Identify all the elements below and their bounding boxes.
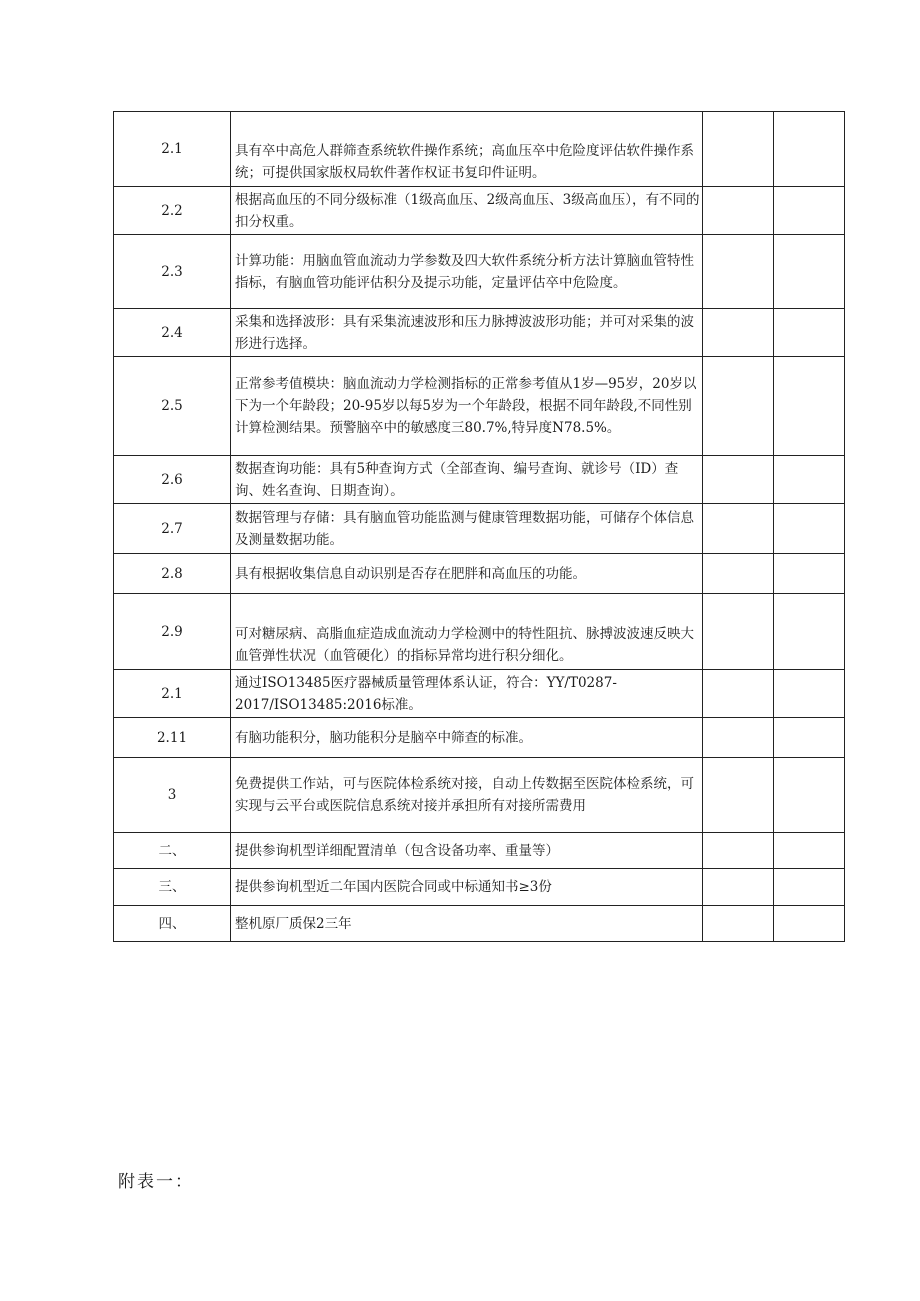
row-number: 2.5	[114, 357, 231, 456]
row-description: 计算功能：用脑血管血流动力学参数及四大软件系统分析方法计算脑血管特性指标，有脑血管功能评估积分及提示功能，定量评估卒中危险度。	[231, 235, 703, 309]
table-row	[114, 456, 845, 504]
blank-cell	[703, 554, 774, 594]
row-description: 免费提供工作站，可与医院体检系统对接，自动上传数据至医院体检系统，可实现与云平台或医院信息系统对接并承担所有对接所需费用	[231, 758, 703, 833]
row-number: 2.6	[114, 456, 231, 504]
row-number: 四、	[114, 906, 231, 942]
row-description: 采集和选择波形：具有采集流速波形和压力脉搏波波形功能；并可对采集的波形进行选择。	[231, 309, 703, 357]
table-row	[114, 758, 845, 833]
blank-cell	[703, 906, 774, 942]
table-row	[114, 554, 845, 594]
row-description: 数据查询功能：具有5种查询方式（全部查询、编号查询、就诊号（ID）查询、姓名查询、日期查询）。	[231, 456, 703, 504]
table-row	[114, 833, 845, 869]
row-description: 数据管理与存储：具有脑血管功能监测与健康管理数据功能，可储存个体信息及测量数据功能。	[231, 504, 703, 554]
blank-cell	[703, 758, 774, 833]
blank-cell	[774, 833, 845, 869]
row-number: 2.1	[114, 670, 231, 718]
blank-cell	[774, 357, 845, 456]
blank-cell	[774, 758, 845, 833]
row-number: 3	[114, 758, 231, 833]
blank-cell	[703, 718, 774, 758]
blank-cell	[774, 670, 845, 718]
blank-cell	[703, 456, 774, 504]
blank-cell	[774, 504, 845, 554]
blank-cell	[774, 906, 845, 942]
blank-cell	[703, 504, 774, 554]
blank-cell	[774, 869, 845, 906]
spec-table	[113, 111, 845, 942]
blank-cell	[774, 309, 845, 357]
blank-cell	[703, 187, 774, 235]
table-row	[114, 594, 845, 670]
blank-cell	[774, 456, 845, 504]
table-row	[114, 504, 845, 554]
table-row	[114, 718, 845, 758]
row-number: 2.7	[114, 504, 231, 554]
row-description: 具有根据收集信息自动识别是否存在肥胖和高血压的功能。	[231, 554, 703, 594]
row-number: 2.2	[114, 187, 231, 235]
table-row	[114, 235, 845, 309]
blank-cell	[774, 554, 845, 594]
row-number: 2.1	[114, 112, 231, 187]
row-number: 2.4	[114, 309, 231, 357]
row-description: 具有卒中高危人群筛查系统软件操作系统；高血压卒中危险度评估软件操作系统；可提供国家版权局软件著作权证书复印件证明。	[231, 112, 703, 187]
row-number: 三、	[114, 869, 231, 906]
blank-cell	[774, 235, 845, 309]
row-description: 有脑功能积分，脑功能积分是脑卒中筛查的标准。	[231, 718, 703, 758]
table-row	[114, 670, 845, 718]
blank-cell	[703, 309, 774, 357]
blank-cell	[703, 357, 774, 456]
appendix-title: 附表一：	[118, 1172, 194, 1192]
blank-cell	[703, 112, 774, 187]
row-number: 2.8	[114, 554, 231, 594]
row-description: 可对糖尿病、高脂血症造成血流动力学检测中的特性阻抗、脉搏波波速反映大血管弹性状况（血管硬化）的指标异常均进行积分细化。	[231, 594, 703, 670]
table-row	[114, 869, 845, 906]
blank-cell	[774, 187, 845, 235]
blank-cell	[703, 235, 774, 309]
row-description: 通过ISO13485医疗器械质量管理体系认证，符合：YY/T0287-2017/ISO13485:2016标准。	[231, 670, 703, 718]
table-row	[114, 906, 845, 942]
table-row	[114, 112, 845, 187]
table-row	[114, 309, 845, 357]
blank-cell	[774, 112, 845, 187]
blank-cell	[774, 594, 845, 670]
row-description: 正常参考值模块：脑血流动力学检测指标的正常参考值从1岁—95岁，20岁以下为一个年龄段；20-95岁以每5岁为一个年龄段，根据不同年龄段,不同性别计算检测结果。预警脑卒中的敏感度三80.7%,特异度N78.5%。	[231, 357, 703, 456]
table-row	[114, 357, 845, 456]
table-row	[114, 187, 845, 235]
row-number: 2.11	[114, 718, 231, 758]
blank-cell	[774, 718, 845, 758]
row-number: 2.3	[114, 235, 231, 309]
row-number: 二、	[114, 833, 231, 869]
row-description: 提供参询机型详细配置清单（包含设备功率、重量等）	[231, 833, 703, 869]
blank-cell	[703, 869, 774, 906]
row-description: 根据高血压的不同分级标准（1级高血压、2级高血压、3级高血压），有不同的扣分权重。	[231, 187, 703, 235]
blank-cell	[703, 594, 774, 670]
blank-cell	[703, 833, 774, 869]
row-number: 2.9	[114, 594, 231, 670]
blank-cell	[703, 670, 774, 718]
row-description: 整机原厂质保2三年	[231, 906, 703, 942]
row-description: 提供参询机型近二年国内医院合同或中标通知书≥3份	[231, 869, 703, 906]
